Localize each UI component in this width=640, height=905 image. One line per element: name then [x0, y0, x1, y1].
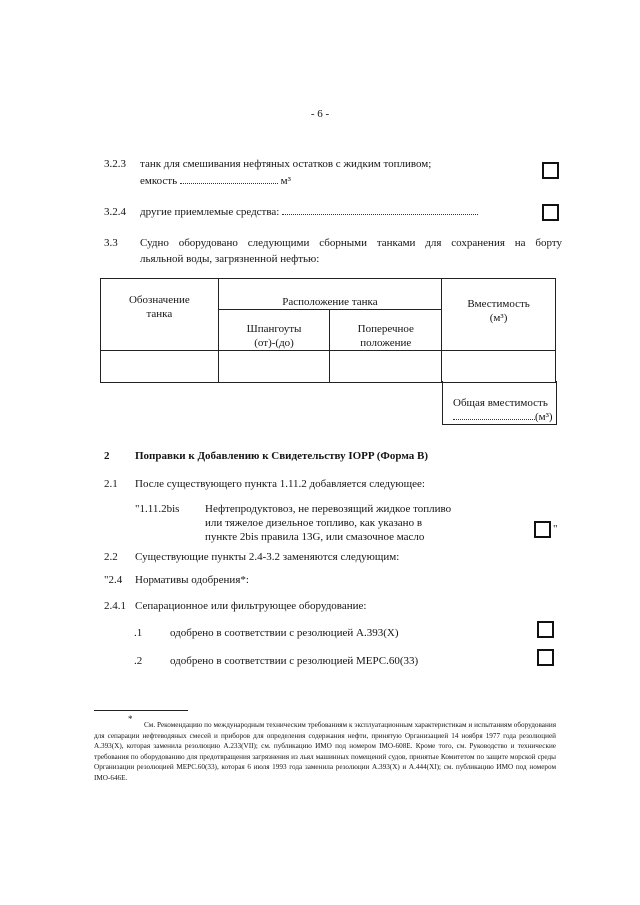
total-capacity-box: [442, 381, 557, 425]
section-2-title: Поправки к Добавлению к Свидетельству IOPP (Форма В): [135, 450, 428, 462]
col-designation-header: [101, 279, 219, 351]
total-capacity-unit: (м³): [535, 411, 553, 423]
total-capacity-label: Общая вместимость: [453, 397, 548, 409]
capacity-blank: [180, 174, 278, 184]
footnote-marker: *: [128, 714, 133, 724]
item-2-4-1-number: 2.4.1: [104, 600, 126, 612]
item-2-1-number: 2.1: [104, 478, 118, 490]
item-3-3-line1: Судно оборудовано следующими сборными танками для сохранения на борту: [140, 237, 562, 249]
item-1-11-2bis-checkbox[interactable]: [534, 521, 551, 538]
sub-1-number: .1: [134, 627, 143, 639]
item-2-2-number: 2.2: [104, 551, 118, 563]
table-cell-frames[interactable]: [218, 351, 330, 383]
page-number: - 6 -: [310, 108, 330, 120]
sub-2-text: одобрено в соответствии с резолюцией МЕРС.60(33): [170, 655, 419, 667]
capacity-unit: м³: [280, 175, 291, 187]
item-2-4-number: "2.4: [104, 574, 123, 586]
item-3-2-4-checkbox[interactable]: [542, 204, 559, 221]
sub-1-text: одобрено в соответствии с резолюцией А.393(X): [170, 627, 399, 639]
tanks-table: [100, 278, 556, 383]
sub-2-number: .2: [134, 655, 143, 667]
item-2-4-text: Нормативы одобрения*:: [135, 574, 249, 586]
item-3-2-3-text: танк для смешивания нефтяных остатков с жидким топливом;: [140, 158, 432, 170]
item-3-3-line2: льяльной воды, загрязненной нефтью:: [140, 253, 320, 265]
footnote-separator: [94, 710, 188, 711]
col-capacity-line1: Вместимость: [467, 298, 530, 310]
col-capacity-line2: (м³): [489, 312, 508, 324]
col-lateral-line1: Поперечное: [357, 323, 414, 335]
item-3-2-4-blank: [282, 205, 478, 215]
section-2-number: 2: [104, 450, 110, 462]
item-1-11-2bis-line2: или тяжелое дизельное топливо, как указано в: [205, 517, 423, 529]
table-cell-capacity[interactable]: [442, 351, 556, 383]
item-3-2-3-checkbox[interactable]: [542, 162, 559, 179]
item-3-2-4-number: 3.2.4: [104, 206, 126, 218]
col-designation-line2: танка: [146, 308, 173, 320]
col-frames-line1: Шпангоуты: [246, 323, 302, 335]
item-2-1-text: После существующего пункта 1.11.2 добавляется следующее:: [135, 478, 425, 490]
item-1-11-2bis-close-quote: ": [553, 523, 558, 535]
item-3-2-3-number: 3.2.3: [104, 158, 126, 170]
item-3-2-4-label: другие приемлемые средства:: [140, 206, 280, 218]
capacity-label: емкость: [140, 175, 178, 187]
item-1-11-2bis-line1: Нефтепродуктовоз, не перевозящий жидкое топливо: [205, 503, 452, 515]
item-3-2-4-text: [140, 205, 478, 220]
col-frames-line2: (от)-(до): [254, 337, 294, 349]
col-frames-header: [218, 310, 330, 351]
item-3-2-3-capacity: [140, 174, 291, 189]
col-lateral-line2: положение: [360, 337, 412, 349]
col-capacity-header: [442, 279, 556, 351]
table-cell-designation[interactable]: [101, 351, 219, 383]
total-capacity-blank: [453, 410, 535, 420]
item-2-2-text: Существующие пункты 2.4-3.2 заменяются следующим:: [135, 551, 400, 563]
col-location-header: [218, 279, 441, 310]
item-3-3-number: 3.3: [104, 237, 118, 249]
col-lateral-header: [330, 310, 442, 351]
item-2-4-1-text: Сепарационное или фильтрующее оборудование:: [135, 600, 367, 612]
total-capacity-field[interactable]: [453, 410, 553, 423]
col-location-label: Расположение танка: [282, 296, 378, 308]
table-cell-lateral[interactable]: [330, 351, 442, 383]
footnote-text: См. Рекомендацию по международным техническим требованиям к эксплуатационным характеристикам и испытаниям оборудования для сепарации нефтеводяных смесей и приборов для определения содержания нефти, принятую Организацией 14 ноября 1977 года резолюцией А.393(X), которая заменила резолюцию А.233(VII); см. публикацию ИМО под номером IMO-608E. Кроме того, см. Руководство и технические требования по оборудованию для предотвращения загрязнения из льял машинных помещений судов, принятые Комитетом по защите морской среды Организации резолюцией МЕРС.60(33), которая 6 июля 1993 года заменила резолюции А.393(X) и А.444(XI); см. публикацию ИМО под номером IMO-646E.: [94, 721, 556, 782]
sub-1-checkbox[interactable]: [537, 621, 554, 638]
col-designation-line1: Обозначение: [128, 294, 190, 306]
item-1-11-2bis-number: "1.11.2bis: [135, 503, 180, 515]
item-1-11-2bis-line3: пункте 2bis правила 13G, или смазочное масло: [205, 531, 425, 543]
sub-2-checkbox[interactable]: [537, 649, 554, 666]
